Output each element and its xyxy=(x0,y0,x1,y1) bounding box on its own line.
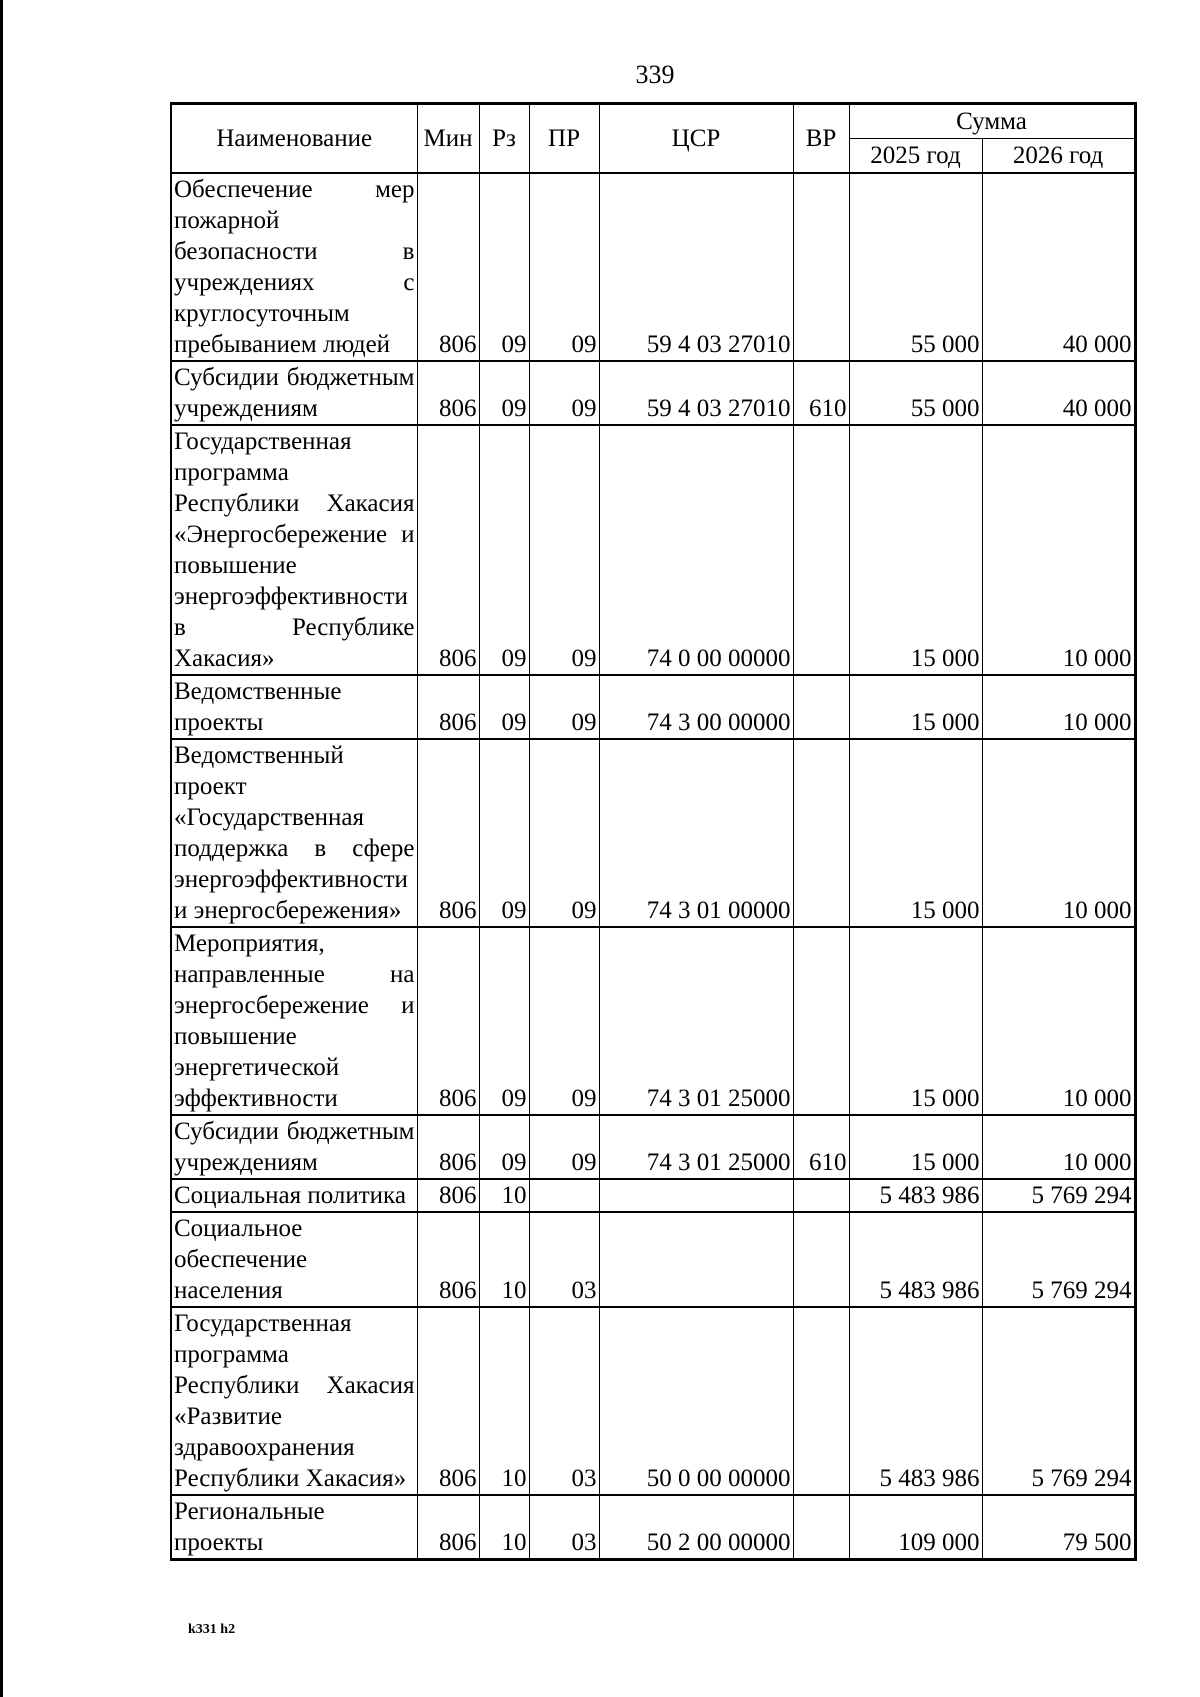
row-csr: 74 3 01 00000 xyxy=(599,739,793,927)
row-sum-2025: 5 483 986 xyxy=(849,1212,982,1307)
col-header-name: Наименование xyxy=(171,104,417,174)
row-min: 806 xyxy=(417,1495,479,1560)
row-csr xyxy=(599,1179,793,1212)
row-csr: 50 0 00 00000 xyxy=(599,1307,793,1495)
row-rz: 10 xyxy=(479,1495,529,1560)
row-rz: 10 xyxy=(479,1212,529,1307)
row-csr: 74 3 00 00000 xyxy=(599,675,793,739)
row-vr xyxy=(793,1179,849,1212)
row-csr: 59 4 03 27010 xyxy=(599,173,793,361)
row-vr xyxy=(793,1495,849,1560)
row-min: 806 xyxy=(417,927,479,1115)
row-rz: 09 xyxy=(479,1115,529,1179)
row-pr: 03 xyxy=(529,1307,599,1495)
row-csr xyxy=(599,1212,793,1307)
row-vr xyxy=(793,675,849,739)
row-pr: 09 xyxy=(529,425,599,675)
row-rz: 09 xyxy=(479,927,529,1115)
row-name: Государственная программа Республики Хакасия «Энергосбережение и повышение энергоэффективности в Республике Хакасия» xyxy=(171,425,417,675)
row-min: 806 xyxy=(417,425,479,675)
row-vr xyxy=(793,173,849,361)
row-sum-2026: 5 769 294 xyxy=(982,1179,1135,1212)
row-vr xyxy=(793,425,849,675)
row-name: Социальное обеспечение населения xyxy=(171,1212,417,1307)
col-header-2026: 2026 год xyxy=(982,139,1135,174)
row-sum-2025: 55 000 xyxy=(849,361,982,425)
row-rz: 09 xyxy=(479,739,529,927)
row-pr xyxy=(529,1179,599,1212)
row-pr: 09 xyxy=(529,173,599,361)
row-csr: 74 3 01 25000 xyxy=(599,927,793,1115)
row-csr: 50 2 00 00000 xyxy=(599,1495,793,1560)
row-name: Ведомственные проекты xyxy=(171,675,417,739)
row-sum-2025: 5 483 986 xyxy=(849,1179,982,1212)
row-rz: 09 xyxy=(479,173,529,361)
row-vr: 610 xyxy=(793,1115,849,1179)
row-sum-2026: 10 000 xyxy=(982,927,1135,1115)
col-header-vr: ВР xyxy=(793,104,849,174)
row-vr: 610 xyxy=(793,361,849,425)
row-name: Ведомственный проект «Государственная поддержка в сфере энергоэффективности и энергосбережения» xyxy=(171,739,417,927)
row-sum-2025: 15 000 xyxy=(849,675,982,739)
row-sum-2025: 15 000 xyxy=(849,1115,982,1179)
row-pr: 09 xyxy=(529,1115,599,1179)
row-pr: 03 xyxy=(529,1495,599,1560)
row-rz: 09 xyxy=(479,361,529,425)
row-rz: 09 xyxy=(479,425,529,675)
table-row xyxy=(171,1307,1135,1495)
col-header-2025: 2025 год xyxy=(849,139,982,174)
row-vr xyxy=(793,739,849,927)
row-vr xyxy=(793,1212,849,1307)
row-sum-2025: 109 000 xyxy=(849,1495,982,1560)
table-row xyxy=(171,675,1135,739)
row-min: 806 xyxy=(417,1115,479,1179)
row-name: Мероприятия, направленные на энергосбережение и повышение энергетической эффективности xyxy=(171,927,417,1115)
budget-table xyxy=(170,102,1137,1561)
table-row xyxy=(171,173,1135,361)
table-row xyxy=(171,739,1135,927)
row-min: 806 xyxy=(417,173,479,361)
row-min: 806 xyxy=(417,739,479,927)
row-name: Обеспечение мер пожарной безопасности в учреждениях с круглосуточным пребыванием людей xyxy=(171,173,417,361)
row-sum-2025: 15 000 xyxy=(849,425,982,675)
row-name: Субсидии бюджетным учреждениям xyxy=(171,361,417,425)
row-sum-2026: 40 000 xyxy=(982,361,1135,425)
row-rz: 10 xyxy=(479,1307,529,1495)
row-sum-2026: 10 000 xyxy=(982,675,1135,739)
row-vr xyxy=(793,1307,849,1495)
col-header-csr: ЦСР xyxy=(599,104,793,174)
row-min: 806 xyxy=(417,1307,479,1495)
row-rz: 10 xyxy=(479,1179,529,1212)
row-sum-2026: 10 000 xyxy=(982,1115,1135,1179)
row-sum-2026: 10 000 xyxy=(982,425,1135,675)
row-pr: 09 xyxy=(529,361,599,425)
row-pr: 09 xyxy=(529,675,599,739)
row-name: Социальная политика xyxy=(171,1179,417,1212)
row-vr xyxy=(793,927,849,1115)
table-row xyxy=(171,361,1135,425)
row-sum-2025: 5 483 986 xyxy=(849,1307,982,1495)
table-row xyxy=(171,425,1135,675)
table-row xyxy=(171,1212,1135,1307)
row-pr: 03 xyxy=(529,1212,599,1307)
col-header-rz: Рз xyxy=(479,104,529,174)
row-name: Субсидии бюджетным учреждениям xyxy=(171,1115,417,1179)
row-name: Региональные проекты xyxy=(171,1495,417,1560)
header-row xyxy=(171,104,1135,139)
row-csr: 59 4 03 27010 xyxy=(599,361,793,425)
row-sum-2026: 5 769 294 xyxy=(982,1307,1135,1495)
row-min: 806 xyxy=(417,1212,479,1307)
page-number: 339 xyxy=(635,60,675,89)
row-sum-2025: 15 000 xyxy=(849,739,982,927)
row-name: Государственная программа Республики Хакасия «Развитие здравоохранения Республики Хакасия» xyxy=(171,1307,417,1495)
row-pr: 09 xyxy=(529,927,599,1115)
footer-code: k331 h2 xyxy=(188,1622,236,1637)
table-row xyxy=(171,927,1135,1115)
row-pr: 09 xyxy=(529,739,599,927)
row-min: 806 xyxy=(417,361,479,425)
col-header-sum: Сумма xyxy=(849,104,1135,139)
row-csr: 74 0 00 00000 xyxy=(599,425,793,675)
table-row xyxy=(171,1495,1135,1560)
row-sum-2026: 10 000 xyxy=(982,739,1135,927)
row-rz: 09 xyxy=(479,675,529,739)
row-min: 806 xyxy=(417,1179,479,1212)
table-row xyxy=(171,1115,1135,1179)
row-sum-2026: 79 500 xyxy=(982,1495,1135,1560)
row-sum-2025: 15 000 xyxy=(849,927,982,1115)
table-row xyxy=(171,1179,1135,1212)
row-sum-2026: 5 769 294 xyxy=(982,1212,1135,1307)
row-min: 806 xyxy=(417,675,479,739)
page-left-edge xyxy=(0,0,3,1697)
col-header-pr: ПР xyxy=(529,104,599,174)
row-csr: 74 3 01 25000 xyxy=(599,1115,793,1179)
col-header-min: Мин xyxy=(417,104,479,174)
row-sum-2025: 55 000 xyxy=(849,173,982,361)
row-sum-2026: 40 000 xyxy=(982,173,1135,361)
